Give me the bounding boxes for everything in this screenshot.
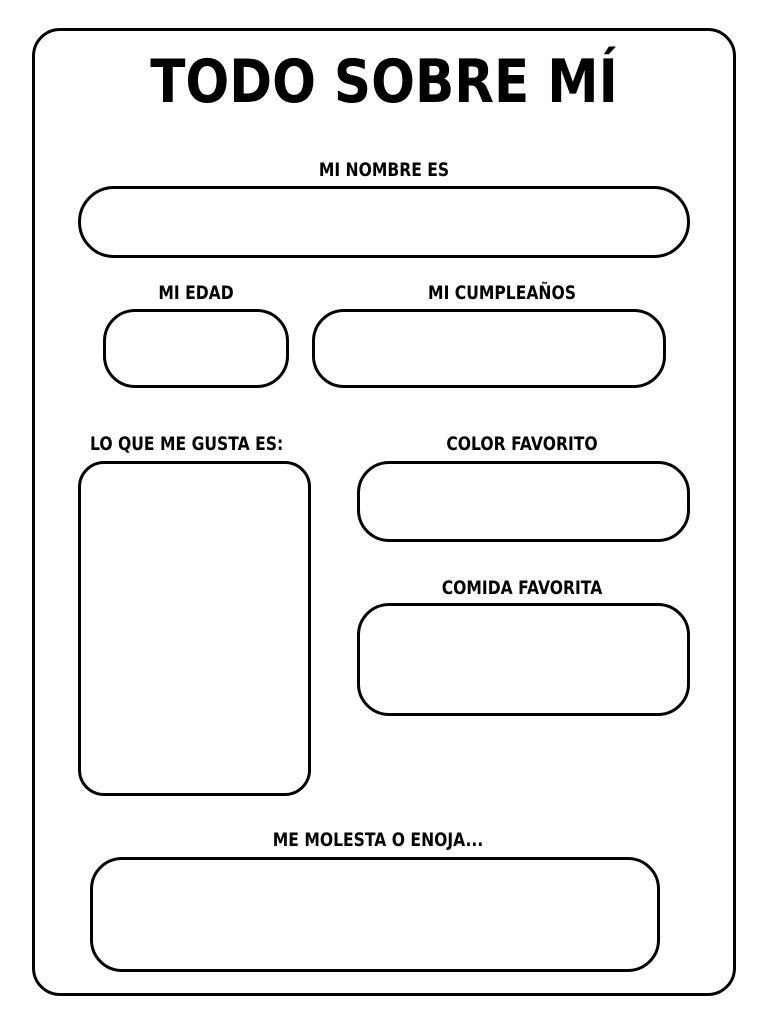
favorite-food-field[interactable] <box>357 603 690 716</box>
favorite-color-field[interactable] <box>357 461 690 542</box>
likes-label: LO QUE ME GUSTA ES: <box>90 433 284 455</box>
birthday-field[interactable] <box>312 309 666 388</box>
favorite-color-label: COLOR FAVORITO <box>446 433 598 455</box>
age-field[interactable] <box>103 309 289 388</box>
age-label: MI EDAD <box>158 282 234 304</box>
annoys-label: ME MOLESTA O ENOJA... <box>272 829 484 851</box>
favorite-food-label: COMIDA FAVORITA <box>441 577 603 599</box>
birthday-label: MI CUMPLEAÑOS <box>428 282 576 304</box>
name-label: MI NOMBRE ES <box>318 159 450 181</box>
annoys-field[interactable] <box>90 857 660 972</box>
likes-field[interactable] <box>78 461 311 796</box>
name-field[interactable] <box>78 186 690 258</box>
page-title: TODO SOBRE MÍ <box>150 47 618 117</box>
